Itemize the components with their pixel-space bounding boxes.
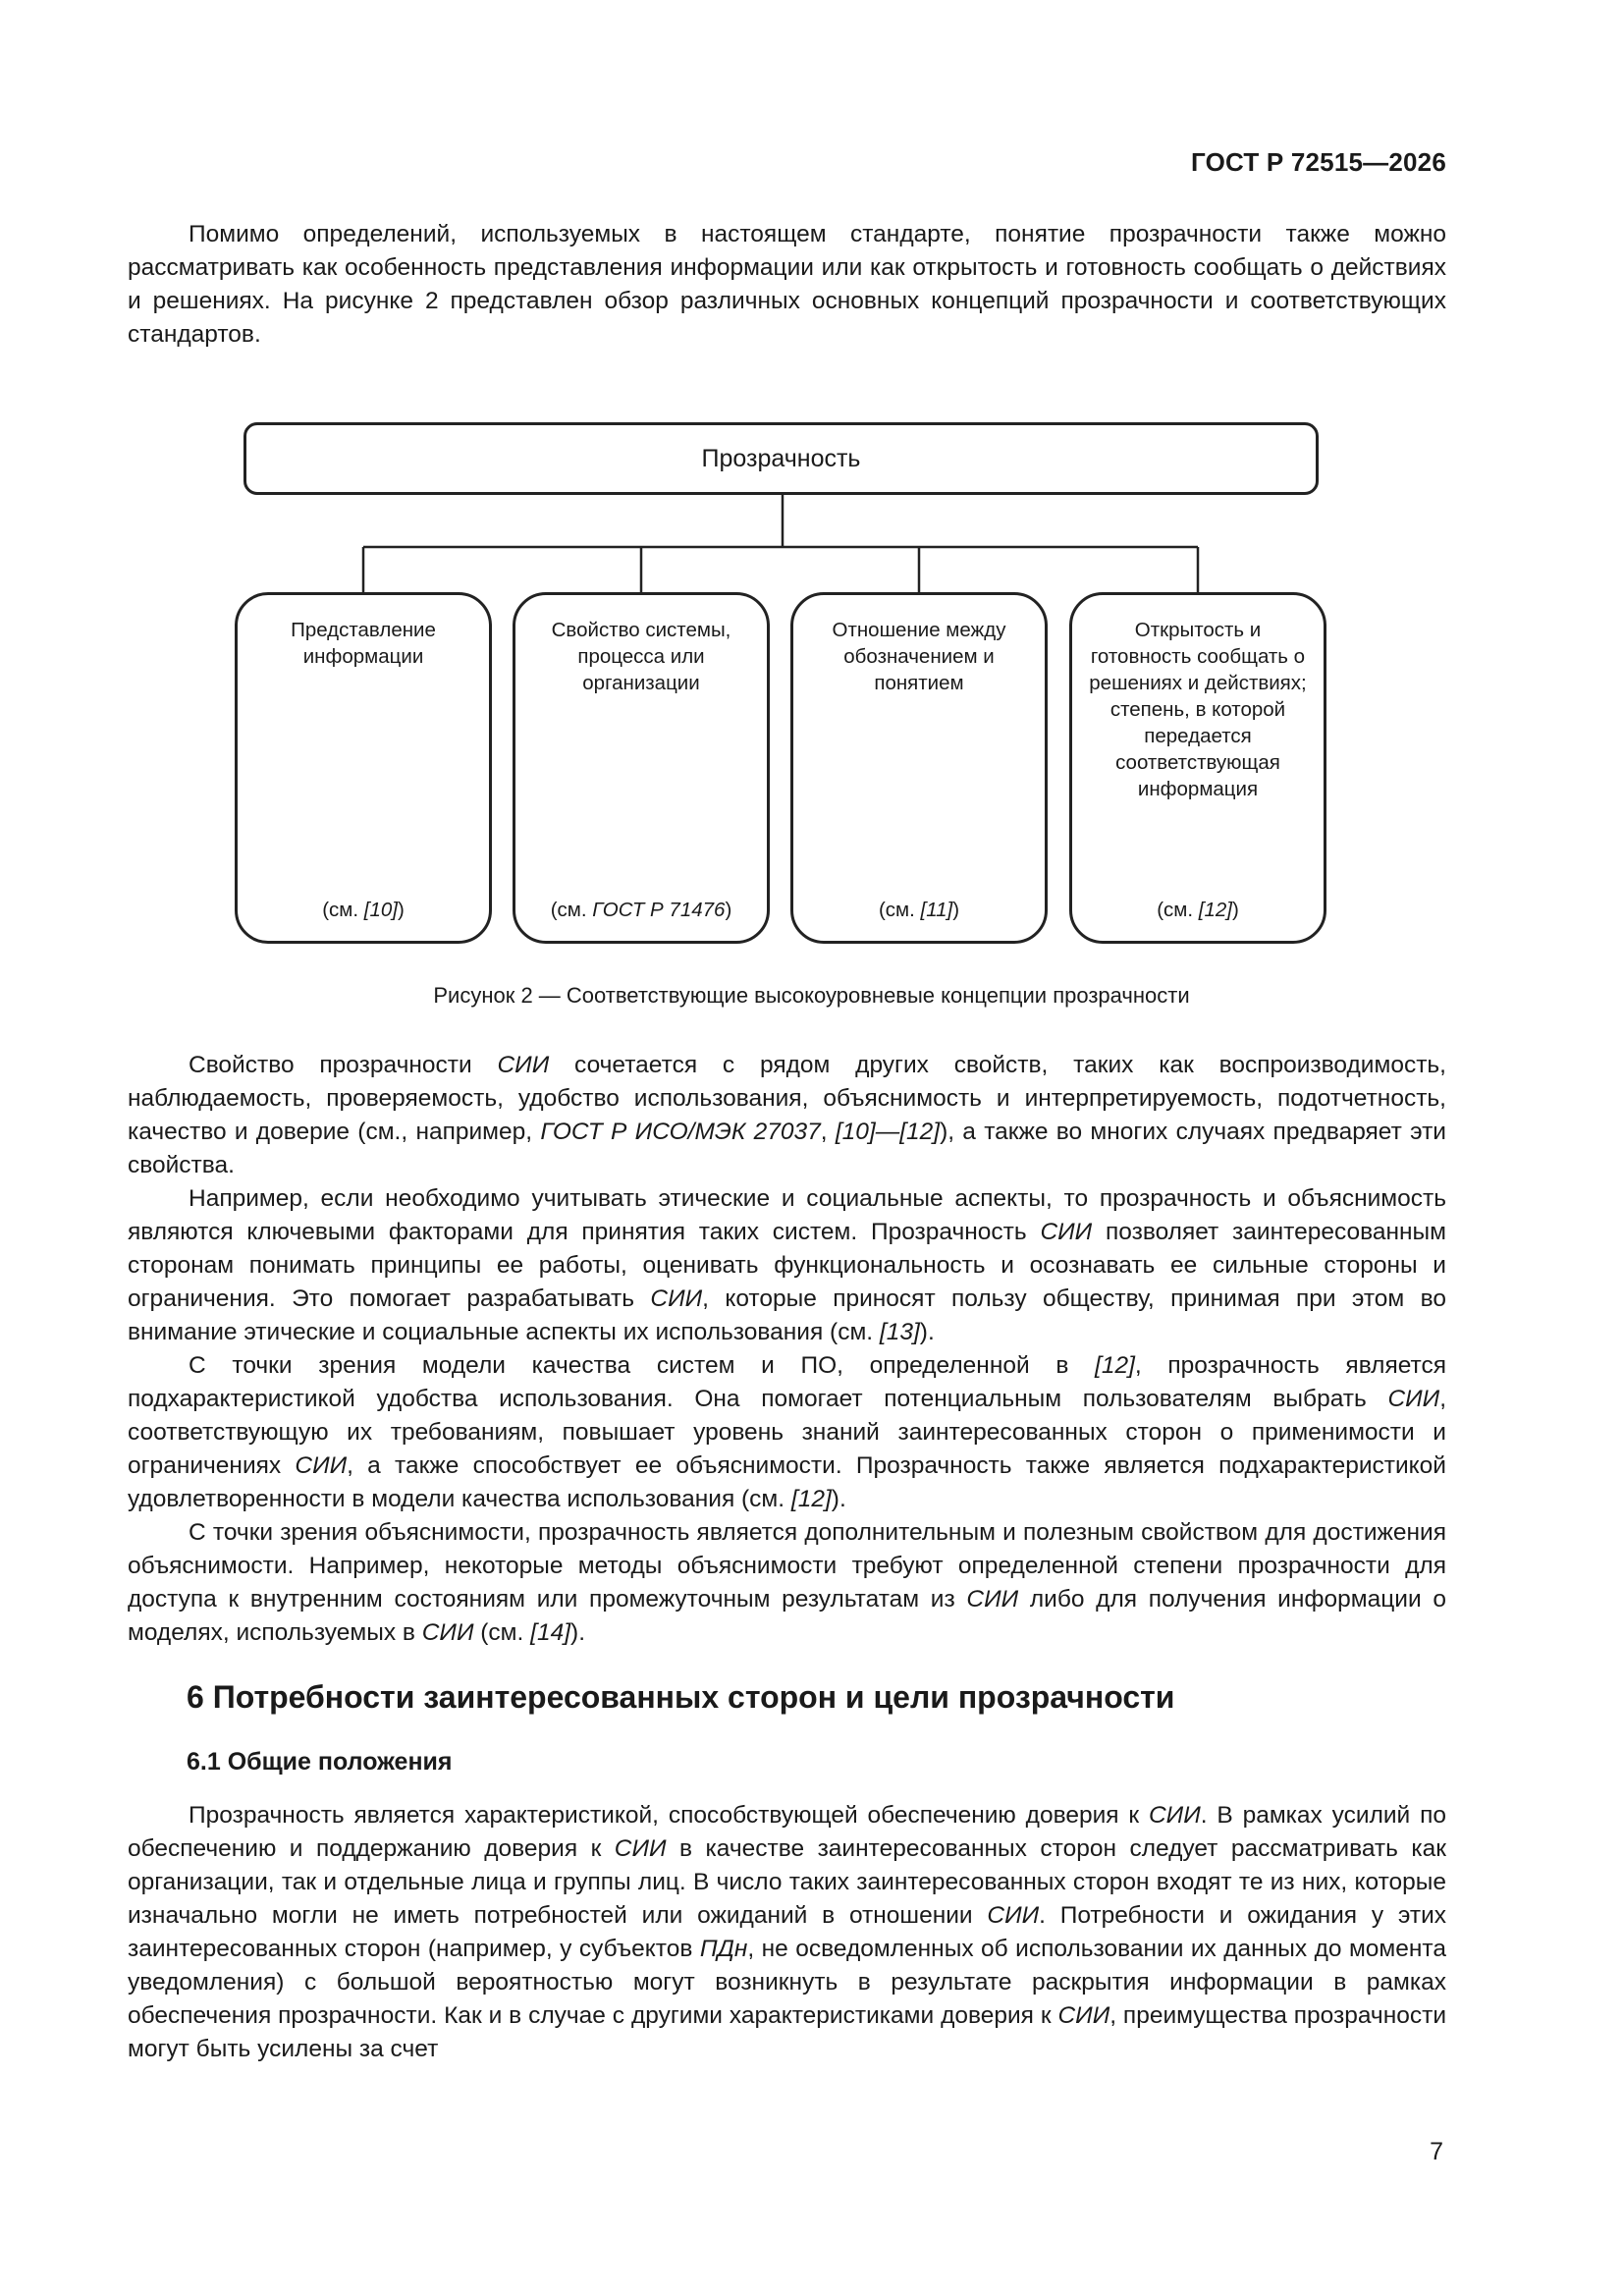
concept-reference: (см. [12]) xyxy=(1157,899,1239,921)
concept-label: Отношение между обозначением и понятием xyxy=(832,619,1006,694)
paragraph-1: Свойство прозрачности СИИ сочетается с рядом других свойств, таких как воспроизводимость, наблюдаемость, проверяемость, удобство использования, объяснимость и интерпретируемость, подотчетность, качество и доверие (см., например, ГОСТ Р ИСО/МЭК 27037, [10]—[12]), а также во многих случаях предваряет эти свойства. xyxy=(128,1052,1446,1178)
paragraph-5: Прозрачность является характеристикой, способствующей обеспечению доверия к СИИ. В рамках усилий по обеспечению и поддержанию доверия к СИИ в качестве заинтересованных сторон следует рассматривать как организации, так и отдельные лица и группы лиц. В число таких заинтересованных сторон входят те из них, которые изначально могли не иметь потребностей или ожиданий в отношении СИИ. Потребности и ожидания у этих заинтересованных сторон (например, у субъектов ПДн, не осведомленных об использовании их данных до момента уведомления) с большой вероятностью могут возникнуть в результате раскрытия информации в рамках обеспечения прозрачности. Как и в случае с другими характеристиками доверия к СИИ, преимущества прозрачности могут быть усилены за счет xyxy=(128,1802,1447,2062)
concept-label: Представление информации xyxy=(291,619,436,668)
page-number: 7 xyxy=(1430,2138,1443,2165)
transparency-root-box: Прозрачность xyxy=(243,422,1319,495)
figure-caption: Рисунок 2 — Соответствующие высокоуровневые концепции прозрачности xyxy=(433,983,1190,1008)
concept-box-designation-relation xyxy=(790,592,1048,944)
paragraph-2: Например, если необходимо учитывать этические и социальные аспекты, то прозрачность и объяснимость являются ключевыми факторами для принятия таких систем. Прозрачность СИИ позволяет заинтересованным сторонам понимать принципы ее работы, оценивать функциональность и осознавать ее сильные стороны и ограничения. Это помогает разрабатывать СИИ, которые приносят пользу обществу, принимая при этом во внимание этические и социальные аспекты их использования (см. [13]). xyxy=(128,1185,1446,1345)
concept-box-system-property xyxy=(513,592,770,944)
concept-box-information xyxy=(235,592,492,944)
subsection-heading: 6.1 Общие положения xyxy=(187,1748,453,1776)
paragraph-4: С точки зрения объяснимости, прозрачность является дополнительным и полезным свойством для достижения объяснимости. Например, некоторые методы объяснимости требуют определенной степени прозрачности для доступа к внутренним состояниям или промежуточным результатам из СИИ либо для получения информации о моделях, используемых в СИИ (см. [14]). xyxy=(128,1519,1446,1646)
section-heading: 6 Потребности заинтересованных сторон и цели прозрачности xyxy=(187,1679,1175,1715)
intro-paragraph: Помимо определений, используемых в настоящем стандарте, понятие прозрачности также можно рассматривать как особенность представления информации или как открытость и готовность сообщать о действиях и решениях. На рисунке 2 представлен обзор различных основных концепций прозрачности и соответствующих стандартов. xyxy=(128,221,1446,348)
concept-reference: (см. ГОСТ Р 71476) xyxy=(550,899,732,921)
concept-reference: (см. [10]) xyxy=(322,899,405,921)
standard-header: ГОСТ Р 72515—2026 xyxy=(1191,147,1446,177)
concept-reference: (см. [11]) xyxy=(878,899,960,921)
concept-box-openness xyxy=(1069,592,1326,944)
concept-label: Открытость и готовность сообщать о решениях и действиях; степень, в которой передается соответствующая информация xyxy=(1089,619,1307,800)
concept-label: Свойство системы, процесса или организации xyxy=(551,619,731,694)
paragraph-3: С точки зрения модели качества систем и ПО, определенной в [12], прозрачность является подхарактеристикой удобства использования. Она помогает потенциальным пользователям выбрать СИИ, соответствующую их требованиям, повышает уровень знаний заинтересованных сторон о применимости и ограничениях СИИ, а также способствует ее объяснимости. Прозрачность также является подхарактеристикой удовлетворенности в модели качества использования (см. [12]). xyxy=(128,1352,1446,1512)
